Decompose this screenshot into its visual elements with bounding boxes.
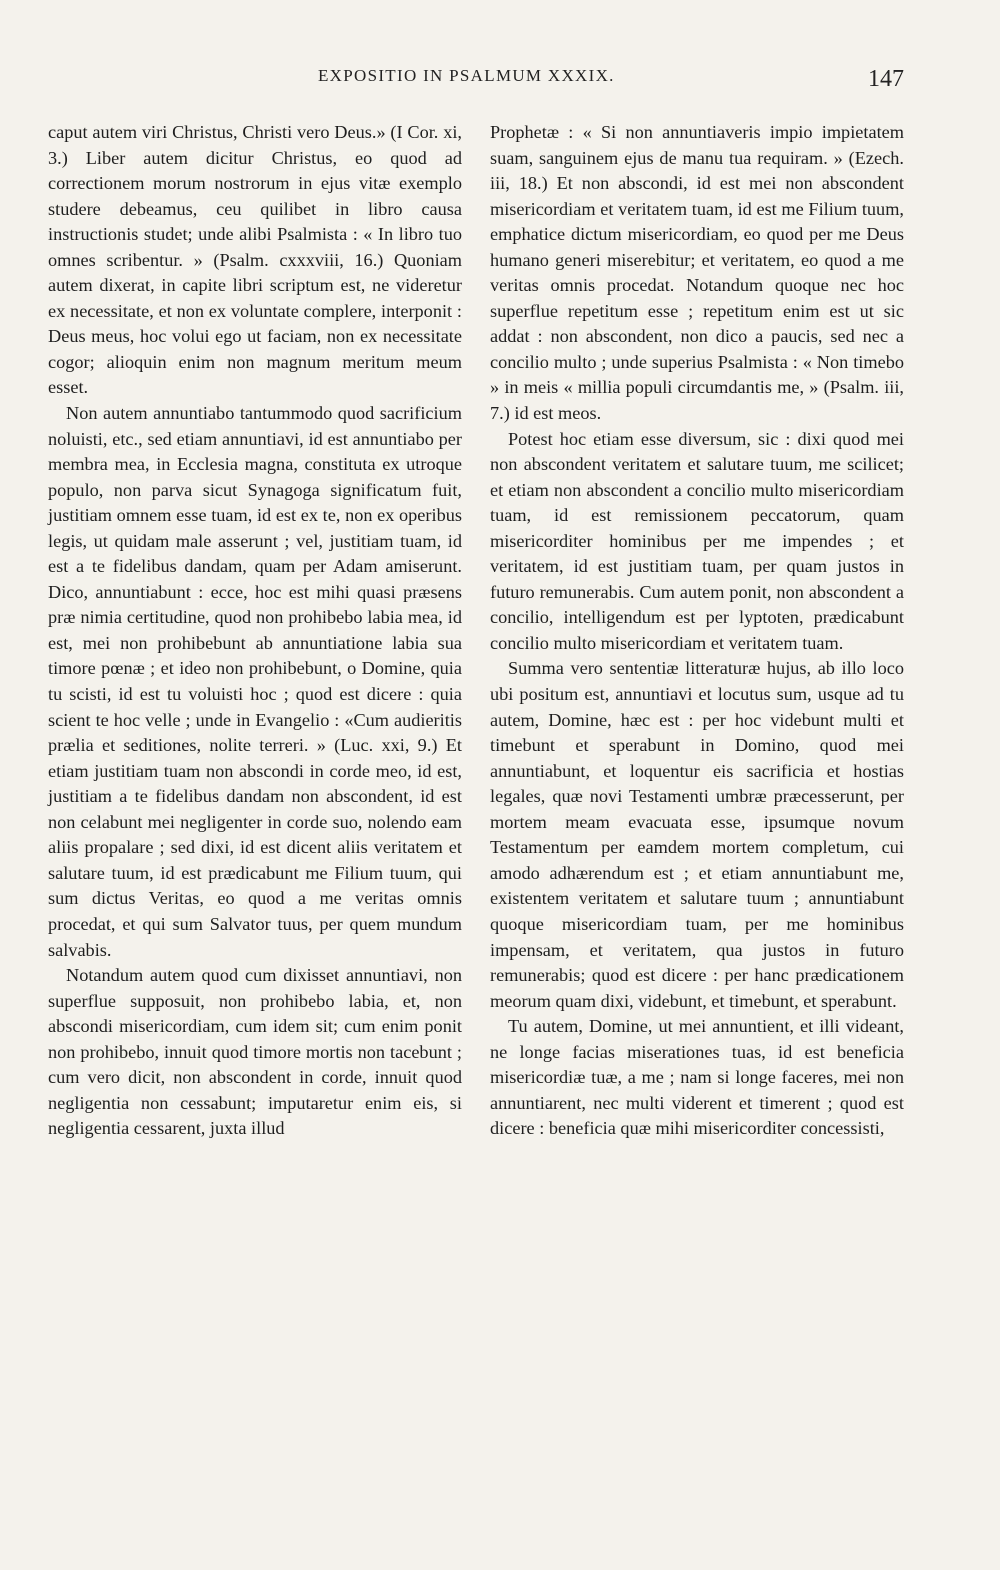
- paragraph: Tu autem, Domine, ut mei annuntient, et illi videant, ne longe facias miserationes tuas, id est beneficia misericordiæ tuæ, a me ; nam si longe faceres, mei non annuntiarent, nec multi viderent et timerent ; quod est dicere : beneficia quæ mihi misericorditer concessisti,: [490, 1016, 904, 1139]
- paragraph: Non autem annuntiabo tantummodo quod sacrificium noluisti, etc., sed etiam annuntiavi, id est annuntiabo per membra mea, in Ecclesia magna, constituta ex utroque populo, non parva sicut Synagoga significatum fuit, justitiam omnem esse tuam, id est ex te, non ex operibus legis, ut quidam male asserunt ; vel, justitiam tuam, id est a te fidelibus dandam, quam per Adam amiserunt. Dico, annuntiabunt : ecce, hoc est mihi quasi præsens præ nimia certitudine, quod non prohibebo labia mea, id est, mei non prohibebunt ab annuntiatione labia sua timore pœnæ ; et ideo non prohibebunt, o Domine, quia tu scisti, id est tu voluisti hoc ; quod est dicere : quia scient te hoc velle ; unde in Evangelio : «Cum audieritis prælia et seditiones, nolite terreri. » (Luc. xxi, 9.) Et etiam justitiam tuam non abscondi in corde meo, id est, justitiam a te fidelibus dandam non abscondent, id est non celabunt mei negligenter in corde suo, nolendo eam aliis propalare ; sed dixi, id est dicent aliis veritatem et salutare tuum, id est prædicabunt me Filium tuum, qui sum dictus Veritas, eo quod a me veritas omnis procedat, et qui sum Salvator tuus, per quem mundum salvabis.: [48, 403, 462, 960]
- paragraph: Summa vero sententiæ litteraturæ hujus, ab illo loco ubi positum est, annuntiavi et locutus sum, usque ad tu autem, Domine, hæc est : per hoc videbunt multi et timebunt et sperabunt in Domino, quod mei annuntiabunt, et loquentur eis sacrificia et hostias legales, quæ novi Testamenti umbræ præcesserunt, per mortem meam evacuata esse, ipsumque novum Testamentum per eamdem mortem completum, cui amodo adhærendum est ; et etiam annuntiabunt me, existentem veritatem et salutare tuum ; annuntiabunt quoque misericordiam tuam, per me hominibus impensam, et veritatem, qua justos in futuro remunerabis; quod est dicere : per hanc prædicationem meorum quam dixi, videbunt, et timebunt, et sperabunt.: [490, 658, 904, 1011]
- running-header: [0, 66, 1000, 96]
- left-column: [48, 120, 462, 1142]
- page-number: 147: [868, 66, 904, 92]
- paragraph: caput autem viri Christus, Christi vero Deus.» (I Cor. xi, 3.) Liber autem dicitur Christus, eo quod ad correctionem morum nostrorum in ejus vitæ exemplo studere debeamus, ceu quilibet in libro causa instructionis studet; unde alibi Psalmista : « In libro tuo omnes scribentur. » (Psalm. cxxxviii, 16.) Quoniam autem dixerat, in capite libri scriptum est, ne videretur ex necessitate, et non ex voluntate complere, interponit : Deus meus, hoc volui ego ut faciam, non ex necessitate cogor; alioquin enim non magnum meritum meum esset.: [48, 122, 462, 398]
- paragraph: Potest hoc etiam esse diversum, sic : dixi quod mei non abscondent veritatem et salutare tuum, me scilicet; et etiam non abscondent a concilio multo misericordiam tuam, id est remissionem peccatorum, quam misericorditer hominibus per me impendes ; et veritatem, id est justitiam tuam, per quam justos in futuro remunerabis. Cum autem ponit, non abscondent a concilio, intelligendum est per lyptoten, prædicabunt concilio multo misericordiam et veritatem tuam.: [490, 428, 904, 653]
- paragraph: Notandum autem quod cum dixisset annuntiavi, non superflue supposuit, non prohibebo labia, et, non abscondi misericordiam, cum idem sit; cum enim ponit non prohibebo, innuit quod timore mortis non tacebunt ; cum vero dicit, non abscondent in corde, innuit quod negligentia non cessabunt; imputaretur enim eis, si negligentia cessarent, juxta illud: [48, 965, 462, 1139]
- paragraph: Prophetæ : « Si non annuntiaveris impio impietatem suam, sanguinem ejus de manu tua requiram. » (Ezech. iii, 18.) Et non abscondi, id est mei non abscondent misericordiam et veritatem tuam, id est me Filium tuum, emphatice dictum misericordiam, eo quod per me Deus humano generi miserebitur; et veritatem, eo quod a me veritas omnis procedat. Notandum quoque nec hoc superflue repetitum esse ; repetitum enim est ut sic addat : non abscondent, non dico a paucis, sed nec a concilio multo ; unde superius Psalmista : « Non timebo » in meis « millia populi circumdantis me, » (Psalm. iii, 7.) id est meos.: [490, 122, 904, 424]
- right-column: [490, 120, 904, 1142]
- running-title: EXPOSITIO IN PSALMUM XXXIX.: [318, 66, 615, 85]
